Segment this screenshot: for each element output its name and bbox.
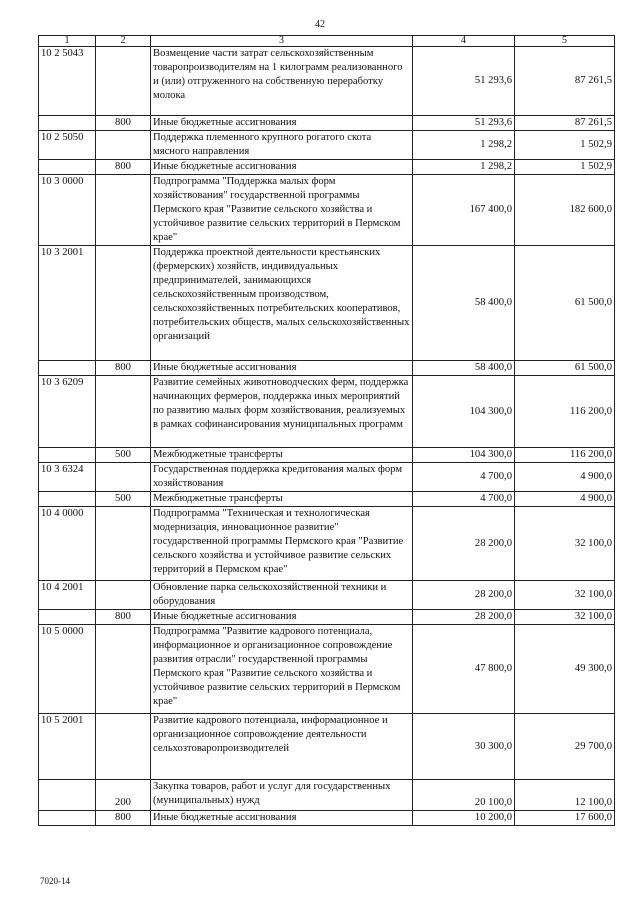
row-expense-type: 800 — [96, 610, 151, 625]
row-name: Межбюджетные трансферты — [151, 492, 413, 507]
table-row — [39, 246, 615, 361]
row-value-2015: 20 100,0 — [413, 780, 515, 811]
row-value-2016: 182 600,0 — [515, 175, 615, 246]
row-name: Иные бюджетные ассигнования — [151, 160, 413, 175]
row-expense-type — [96, 463, 151, 492]
row-value-2016: 12 100,0 — [515, 780, 615, 811]
row-code: 10 4 2001 — [39, 581, 96, 610]
row-value-2016: 87 261,5 — [515, 116, 615, 131]
row-code: 10 5 0000 — [39, 625, 96, 714]
row-value-2016: 32 100,0 — [515, 507, 615, 581]
table-row — [39, 811, 615, 826]
table-row — [39, 610, 615, 625]
row-code: 10 5 2001 — [39, 714, 96, 780]
table-row — [39, 47, 615, 116]
row-value-2015: 4 700,0 — [413, 463, 515, 492]
row-expense-type — [96, 246, 151, 361]
row-expense-type: 800 — [96, 811, 151, 826]
row-expense-type — [96, 175, 151, 246]
header-col-5: 5 — [515, 36, 615, 47]
row-name: Иные бюджетные ассигнования — [151, 811, 413, 826]
row-code — [39, 361, 96, 376]
row-value-2016: 87 261,5 — [515, 47, 615, 116]
row-value-2016: 116 200,0 — [515, 448, 615, 463]
row-expense-type — [96, 131, 151, 160]
row-value-2015: 47 800,0 — [413, 625, 515, 714]
row-name: Иные бюджетные ассигнования — [151, 116, 413, 131]
table-row — [39, 581, 615, 610]
row-value-2016: 29 700,0 — [515, 714, 615, 780]
header-col-4: 4 — [413, 36, 515, 47]
row-expense-type: 800 — [96, 361, 151, 376]
row-expense-type — [96, 581, 151, 610]
row-value-2015: 167 400,0 — [413, 175, 515, 246]
table-row — [39, 492, 615, 507]
row-value-2015: 58 400,0 — [413, 246, 515, 361]
row-code: 10 2 5043 — [39, 47, 96, 116]
table-row — [39, 507, 615, 581]
page-number: 42 — [315, 19, 325, 30]
row-code: 10 2 5050 — [39, 131, 96, 160]
row-name: Подпрограмма "Поддержка малых форм хозяйствования" государственной программы Пермского края "Развитие сельского хозяйства и устойчивое развитие сельских территорий в Пермском крае" — [151, 175, 413, 246]
row-code: 10 3 6324 — [39, 463, 96, 492]
row-value-2015: 30 300,0 — [413, 714, 515, 780]
table-row — [39, 448, 615, 463]
row-name: Развитие кадрового потенциала, информационное и организационное сопровождение деятельности сельхозтоваропроизводителей — [151, 714, 413, 780]
table-row — [39, 131, 615, 160]
row-code: 10 3 6209 — [39, 376, 96, 448]
row-name: Развитие семейных животноводческих ферм, поддержка начинающих фермеров, поддержка иных мероприятий по развитию малых форм хозяйствования, реализуемых в рамках софинансирования муниципальных программ — [151, 376, 413, 448]
row-value-2016: 61 500,0 — [515, 246, 615, 361]
header-col-3: 3 — [151, 36, 413, 47]
table-row — [39, 780, 615, 811]
row-value-2016: 1 502,9 — [515, 131, 615, 160]
table-row — [39, 116, 615, 131]
row-value-2015: 28 200,0 — [413, 581, 515, 610]
row-value-2015: 28 200,0 — [413, 507, 515, 581]
row-name: Межбюджетные трансферты — [151, 448, 413, 463]
row-value-2016: 116 200,0 — [515, 376, 615, 448]
row-value-2016: 1 502,9 — [515, 160, 615, 175]
table-header-row — [39, 36, 615, 47]
row-name: Государственная поддержка кредитования малых форм хозяйствования — [151, 463, 413, 492]
row-name: Закупка товаров, работ и услуг для государственных (муниципальных) нужд — [151, 780, 413, 811]
header-col-1: 1 — [39, 36, 96, 47]
row-code: 10 3 2001 — [39, 246, 96, 361]
table-row — [39, 175, 615, 246]
row-code — [39, 610, 96, 625]
table-row — [39, 463, 615, 492]
row-expense-type: 500 — [96, 448, 151, 463]
footer-code: 7020-14 — [40, 876, 70, 886]
table-body — [39, 47, 615, 826]
row-code — [39, 448, 96, 463]
row-value-2015: 51 293,6 — [413, 47, 515, 116]
row-expense-type — [96, 625, 151, 714]
row-value-2016: 4 900,0 — [515, 492, 615, 507]
table-row — [39, 160, 615, 175]
row-value-2015: 28 200,0 — [413, 610, 515, 625]
row-code: 10 4 0000 — [39, 507, 96, 581]
row-expense-type — [96, 376, 151, 448]
row-value-2015: 1 298,2 — [413, 131, 515, 160]
row-value-2016: 32 100,0 — [515, 581, 615, 610]
row-name: Иные бюджетные ассигнования — [151, 361, 413, 376]
row-name: Поддержка проектной деятельности крестьянских (фермерских) хозяйств, индивидуальных предпринимателей, занимающихся сельскохозяйственным производством, сельскохозяйственных потребительских кооперативов, потребительских обществ, малых сельскохозяйственных организаций — [151, 246, 413, 361]
row-code — [39, 811, 96, 826]
row-name: Подпрограмма "Развитие кадрового потенциала, информационное и организационное сопровождение развития отрасли" государственной программы Пермского края "Развитие сельского хозяйства и устойчивое развитие сельских территорий в Пермском крае" — [151, 625, 413, 714]
row-name: Возмещение части затрат сельскохозяйственным товаропроизводителям на 1 килограмм реализованного и (или) отгруженного на собственную переработку молока — [151, 47, 413, 116]
row-expense-type — [96, 47, 151, 116]
budget-table — [38, 35, 615, 826]
row-code — [39, 160, 96, 175]
row-value-2016: 32 100,0 — [515, 610, 615, 625]
row-name: Иные бюджетные ассигнования — [151, 610, 413, 625]
row-value-2016: 61 500,0 — [515, 361, 615, 376]
row-code — [39, 780, 96, 811]
row-value-2016: 49 300,0 — [515, 625, 615, 714]
row-name: Подпрограмма "Техническая и технологическая модернизация, инновационное развитие" государственной программы Пермского края "Развитие сельского хозяйства и устойчивое развитие сельских территорий в Пермском крае" — [151, 507, 413, 581]
row-value-2016: 4 900,0 — [515, 463, 615, 492]
row-value-2015: 58 400,0 — [413, 361, 515, 376]
row-expense-type: 800 — [96, 116, 151, 131]
row-value-2015: 104 300,0 — [413, 448, 515, 463]
row-code: 10 3 0000 — [39, 175, 96, 246]
row-code — [39, 116, 96, 131]
row-value-2016: 17 600,0 — [515, 811, 615, 826]
row-expense-type — [96, 507, 151, 581]
table-row — [39, 625, 615, 714]
table-row — [39, 361, 615, 376]
row-value-2015: 104 300,0 — [413, 376, 515, 448]
row-expense-type — [96, 714, 151, 780]
table-row — [39, 376, 615, 448]
row-expense-type: 200 — [96, 780, 151, 811]
row-value-2015: 10 200,0 — [413, 811, 515, 826]
row-name: Обновление парка сельскохозяйственной техники и оборудования — [151, 581, 413, 610]
row-name: Поддержка племенного крупного рогатого скота мясного направления — [151, 131, 413, 160]
row-expense-type: 500 — [96, 492, 151, 507]
header-col-2: 2 — [96, 36, 151, 47]
row-expense-type: 800 — [96, 160, 151, 175]
row-value-2015: 51 293,6 — [413, 116, 515, 131]
row-value-2015: 1 298,2 — [413, 160, 515, 175]
row-code — [39, 492, 96, 507]
table-row — [39, 714, 615, 780]
row-value-2015: 4 700,0 — [413, 492, 515, 507]
